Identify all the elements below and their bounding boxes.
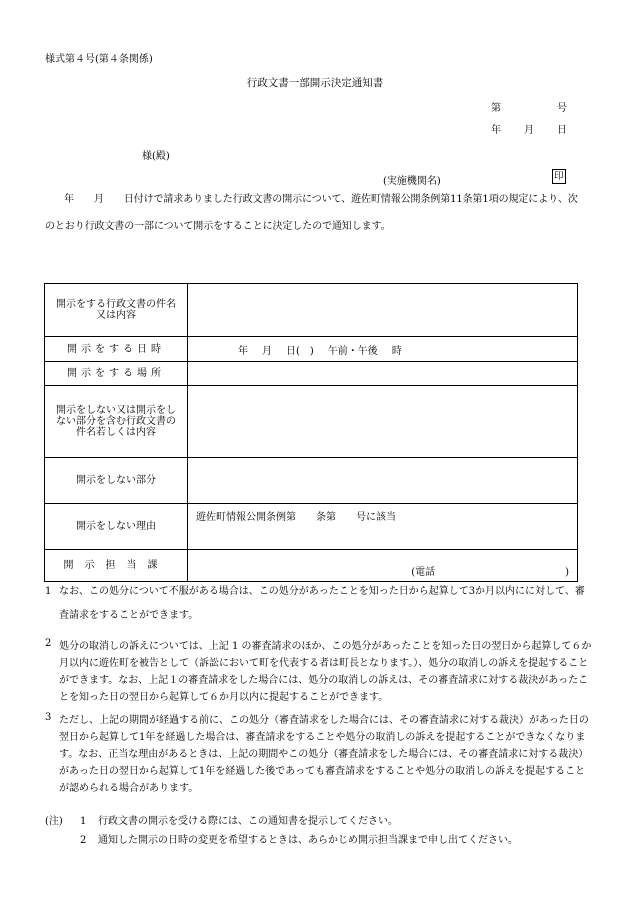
agency-name: (実施機関名) [383, 176, 441, 187]
row-value-section [188, 550, 578, 582]
footnote-item [45, 812, 518, 831]
datetime-hour: 時 [391, 345, 402, 357]
table-row [45, 362, 578, 386]
datetime-month: 月 [262, 345, 272, 357]
footnote-number: 1 [80, 816, 87, 827]
footnote-label: (注) [45, 816, 63, 827]
note-item [45, 712, 593, 797]
number-prefix: 第 [491, 103, 501, 114]
date-day: 日 [557, 125, 567, 136]
row-label-reason: 開示をしない理由 [45, 504, 188, 550]
phone-close: ) [565, 567, 569, 578]
row-value-reason: 遊佐町情報公開条例第 条第 号に該当 [188, 504, 578, 550]
row-value-place [188, 362, 578, 386]
intro-month: 月 [93, 194, 104, 205]
intro-text: 日付けで請求ありました行政文書の開示について、遊佐町情報公開条例第11条第1項の規定により、次のとおり行政文書の一部について開示をすることに決定したので通知します。 [45, 194, 578, 232]
table-row [45, 504, 578, 550]
note-number: 3 [45, 712, 52, 723]
intro-year: 年 [64, 194, 74, 205]
datetime-ampm: 午前・午後 [327, 345, 378, 357]
intro-paragraph [45, 186, 585, 240]
notes [45, 586, 593, 803]
table-row [45, 386, 578, 458]
row-label-datetime: 開示をする日時 [45, 337, 188, 362]
table-row [45, 458, 578, 504]
table-row [45, 550, 578, 582]
number-suffix: 号 [557, 103, 567, 114]
row-value-nondisclosed-document [188, 386, 578, 458]
date-year: 年 [491, 125, 501, 136]
datetime-day: 日( ) [286, 345, 314, 357]
row-value-datetime [188, 337, 578, 362]
footnote [45, 812, 518, 850]
note-text: ただし、上記の期間が経過する前に、この処分（審査請求をした場合には、その審査請求に対する裁決）があった日の翌日から起算して1年を経過した場合は、審査請求をすることや処分の取消しの訴えを提起することができなくなります。なお、正当な理由があるときは、上記の期間やこの処分（審査請求をした場合には、その審査請求に対する裁決）があった日の翌日から起算して1年を経過した後であっても審査請求をすることや処分の取消しの訴えを提起することが認められる場合があります。 [59, 715, 589, 794]
note-number: 2 [45, 638, 52, 649]
note-item [45, 638, 593, 706]
row-label-document: 開示をする行政文書の件名又は内容 [45, 284, 188, 337]
footnote-number: 2 [80, 835, 87, 846]
table-row [45, 284, 578, 337]
datetime-year: 年 [238, 345, 248, 357]
phone-open: (電話 [411, 567, 436, 578]
seal-mark: 印 [554, 171, 564, 182]
table-row [45, 337, 578, 362]
addressee: 様(殿) [142, 151, 170, 162]
form-label: 様式第４号(第４条関係) [45, 54, 153, 65]
note-item [45, 586, 593, 628]
footnote-item [45, 831, 518, 850]
row-label-place: 開示をする場所 [45, 362, 188, 386]
phone-field [188, 563, 577, 578]
date-month: 月 [524, 125, 534, 136]
footnote-text: 行政文書の開示を受ける際には、この通知書を提示してください。 [98, 816, 398, 827]
row-label-nondisclosed-part: 開示をしない部分 [45, 458, 188, 504]
note-text: 処分の取消しの訴えについては、上記 1 の審査請求のほか、この処分があったことを知った日の翌日から起算して６か月以内に遊佐町を被告として（訴訟において町を代表する者は町長となります。）、処分の取消しの訴えを提起することができます。なお、上記１の審査請求をした場合には、処分の取消しの訴えは、その審査請求に対する裁決があったことを知った日の翌日から起算して６か月以内に提起することができます。 [59, 641, 592, 703]
document-title: 行政文書一部開示決定通知書 [246, 77, 384, 89]
note-text: なお、この処分について不服がある場合は、この処分があったことを知った日から起算して3か月以内にに対して、審査請求をすることができます。 [59, 586, 585, 621]
row-value-nondisclosed-part [188, 458, 578, 504]
row-label-nondisclosed-document: 開示をしない又は開示をしない部分を含む行政文書の件名若しくは内容 [45, 386, 188, 458]
disclosure-table [44, 283, 578, 582]
footnote-text: 通知した開示の日時の変更を希望するときは、あらかじめ開示担当課まで申し出てください。 [98, 835, 518, 846]
note-number: 1 [45, 586, 52, 597]
row-label-section: 開示担当課 [45, 550, 188, 582]
row-value-document [188, 284, 578, 337]
